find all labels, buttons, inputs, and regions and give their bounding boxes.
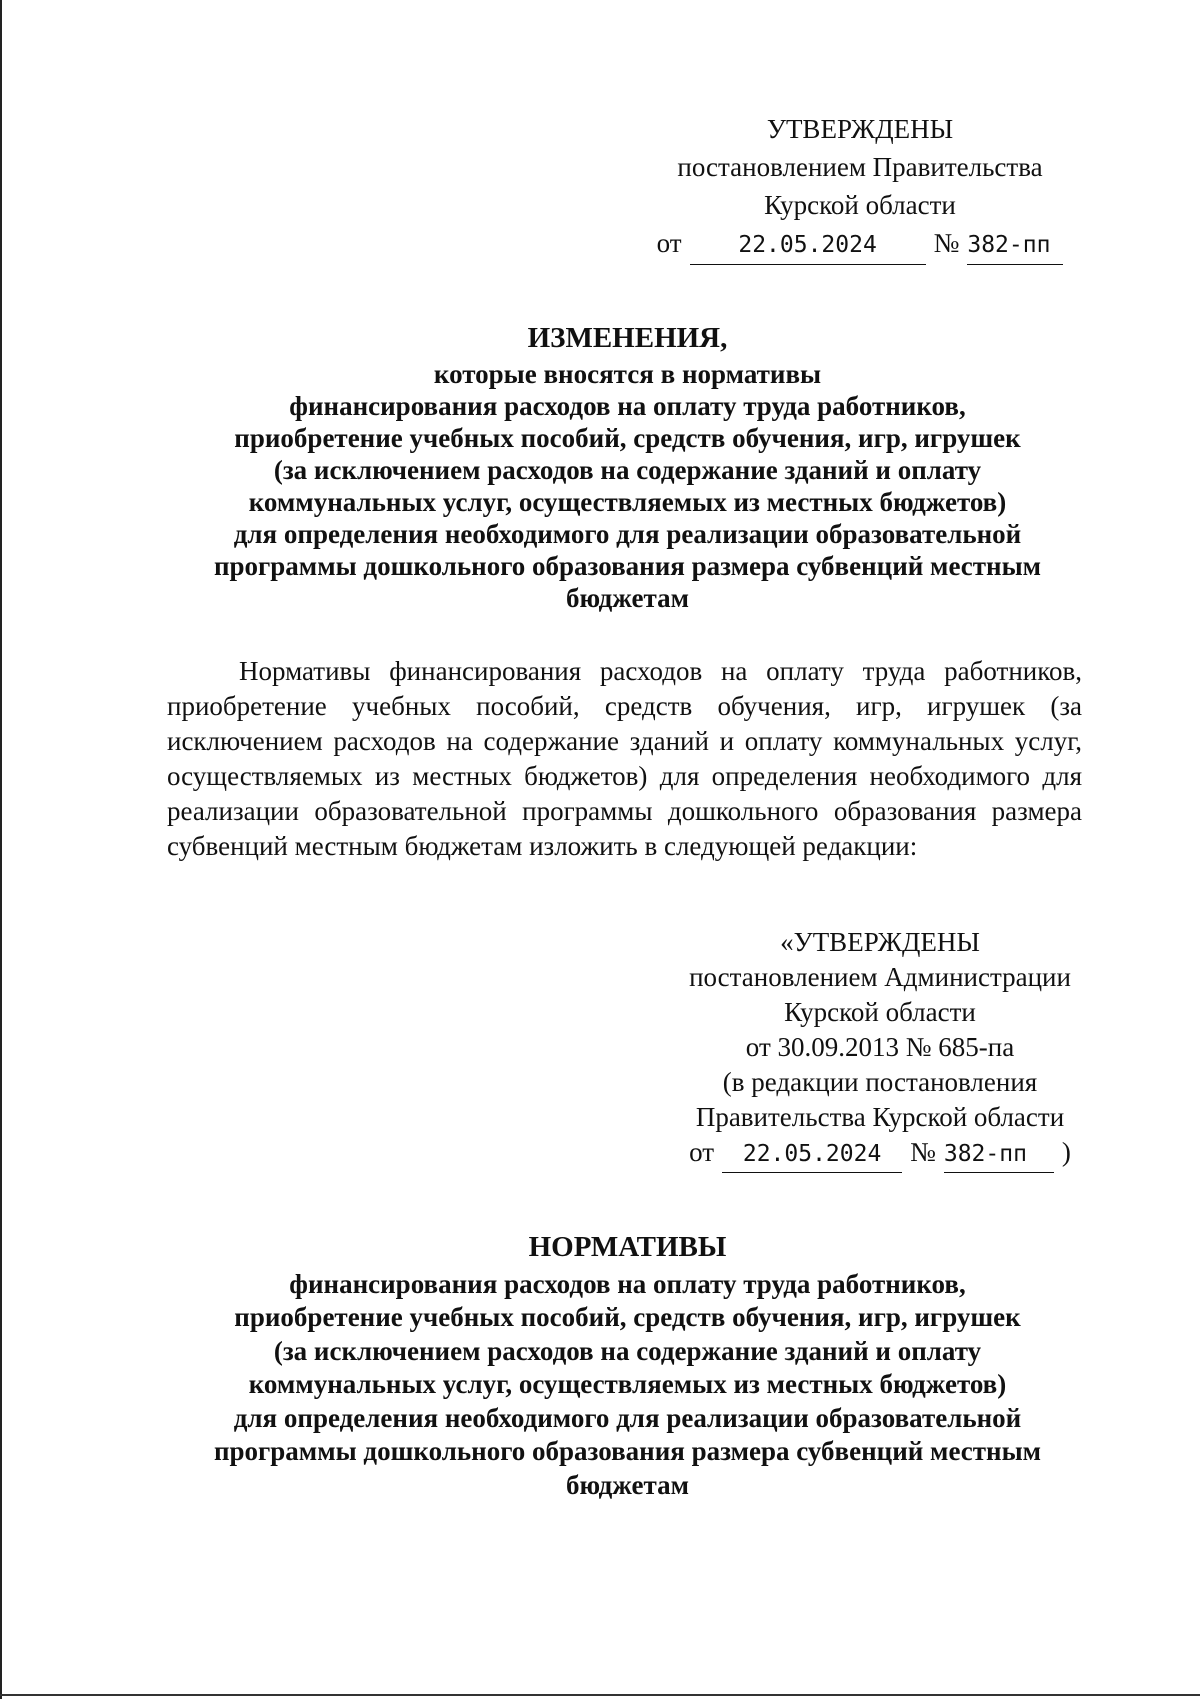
- approval-date-field: 22.05.2024: [690, 226, 926, 265]
- norms-title-line: для определения необходимого для реализации образовательной: [233, 1402, 1022, 1433]
- quoted-date-field: 22.05.2024: [722, 1137, 902, 1173]
- norms-title-line: (за исключением расходов на содержание зданий и оплату: [273, 1335, 982, 1366]
- changes-title-line: для определения необходимого для реализации образовательной: [233, 519, 1022, 549]
- number-prefix: №: [933, 228, 960, 258]
- body-paragraph: [167, 654, 1082, 864]
- changes-title: [175, 322, 1080, 614]
- quoted-approval-issuer: постановлением Администрации: [689, 962, 1071, 992]
- approval-issuer: постановлением Правительства: [677, 152, 1043, 182]
- scan-bottom-edge: [0, 1694, 1200, 1696]
- approval-date-line: [640, 224, 1080, 265]
- norms-title: [175, 1231, 1080, 1502]
- quoted-approval-government: Правительства Курской области: [695, 1102, 1065, 1132]
- norms-heading: НОРМАТИВЫ: [528, 1231, 727, 1263]
- quoted-approval-original: от 30.09.2013 № 685-па: [745, 1032, 1015, 1062]
- changes-title-line: которые вносятся в нормативы: [433, 359, 822, 389]
- changes-title-line: финансирования расходов на оплату труда работников,: [289, 391, 966, 421]
- body-text: Нормативы финансирования расходов на оплату труда работников, приобретение учебных пособий, средств обучения, игр, игрушек (за исключением расходов на содержание зданий и оплату коммунальных услуг, осуществляемых из местных бюджетов) для определения необходимого для реализации образовательной программы дошкольного образования размера субвенций местным бюджетам изложить в следующей редакции:: [167, 656, 1082, 861]
- changes-title-line: коммунальных услуг, осуществляемых из местных бюджетов): [248, 487, 1007, 517]
- norms-title-line: бюджетам: [566, 1469, 689, 1500]
- approval-region: Курской области: [764, 190, 956, 220]
- quoted-approval-edition: (в редакции постановления: [722, 1067, 1038, 1097]
- quoted-approval-region: Курской области: [784, 997, 976, 1027]
- changes-title-line: бюджетам: [566, 583, 689, 613]
- changes-title-line: (за исключением расходов на содержание зданий и оплату: [273, 455, 982, 485]
- changes-title-line: приобретение учебных пособий, средств обучения, игр, игрушек: [234, 423, 1021, 453]
- date-prefix: от: [656, 228, 682, 258]
- number-prefix: №: [910, 1137, 936, 1167]
- quoted-approval-title: «УТВЕРЖДЕНЫ: [780, 927, 980, 957]
- changes-heading: ИЗМЕНЕНИЯ,: [527, 322, 728, 354]
- norms-title-line: коммунальных услуг, осуществляемых из местных бюджетов): [248, 1369, 1007, 1399]
- approval-stamp: [640, 110, 1080, 265]
- quoted-number-field: 382-пп: [944, 1137, 1054, 1173]
- approval-number-field: 382-пп: [967, 226, 1063, 265]
- quoted-approval-stamp: [660, 925, 1100, 1173]
- norms-title-line: финансирования расходов на оплату труда работников,: [289, 1268, 966, 1299]
- norms-title-line: программы дошкольного образования размера субвенций местным: [213, 1436, 1042, 1466]
- changes-title-line: программы дошкольного образования размера субвенций местным: [213, 551, 1042, 581]
- norms-title-line: приобретение учебных пособий, средств обучения, игр, игрушек: [234, 1302, 1021, 1332]
- date-prefix: от: [689, 1137, 715, 1167]
- closing-paren: ): [1061, 1137, 1071, 1167]
- quoted-approval-date-line: [660, 1135, 1100, 1173]
- approval-title: УТВЕРЖДЕНЫ: [766, 114, 954, 144]
- scan-left-edge: [0, 0, 2, 1699]
